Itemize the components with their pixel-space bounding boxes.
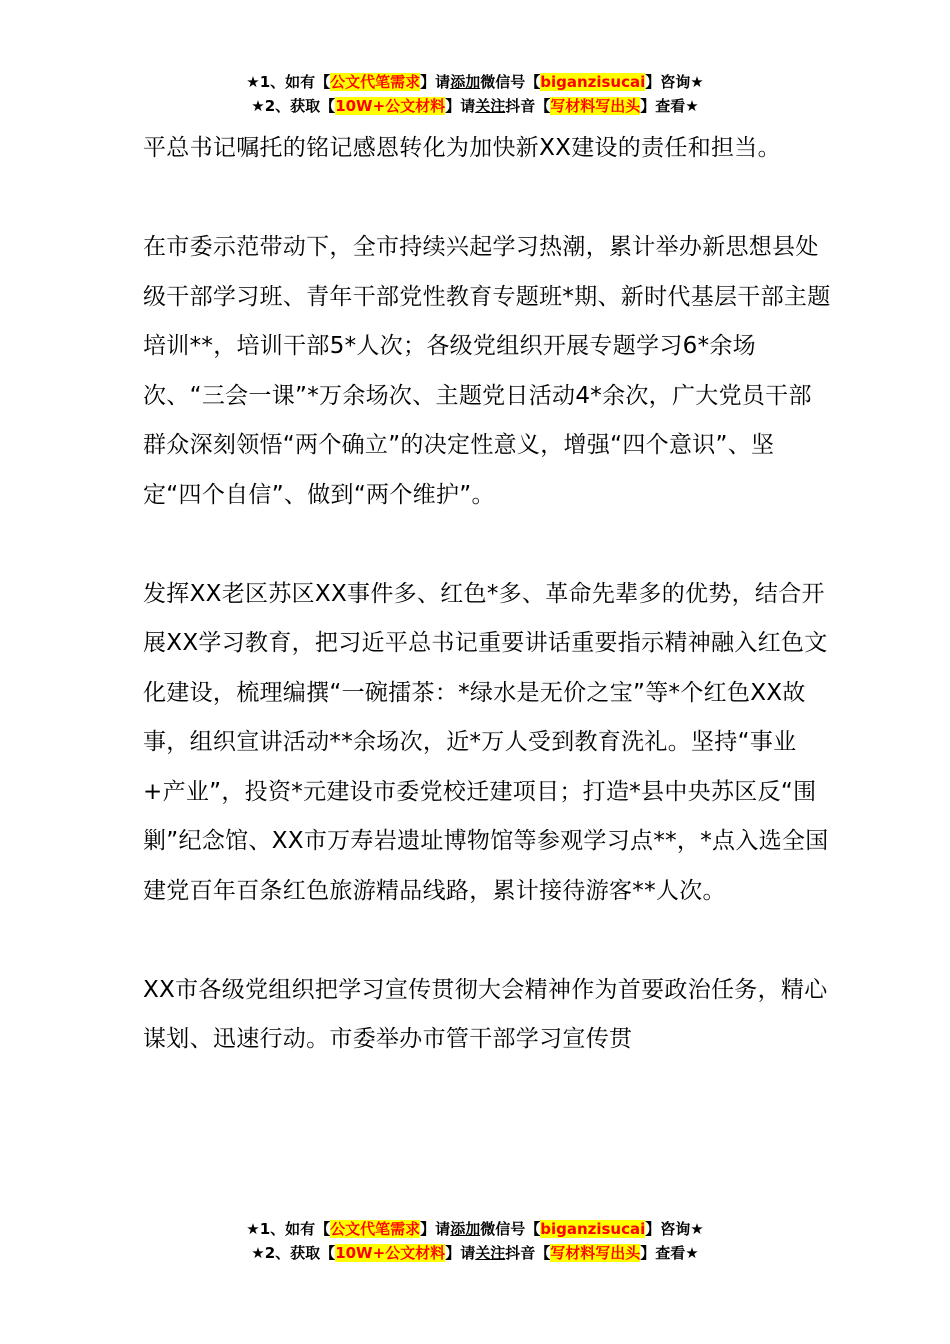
banner-highlight: 写材料写出头 xyxy=(550,97,641,115)
banner-underlined-text: 添加 xyxy=(450,1220,481,1238)
banner-highlight: 公文代笔需求 xyxy=(330,1220,421,1238)
banner-text: 】请 xyxy=(420,1220,451,1238)
banner-line-2 xyxy=(0,1241,950,1265)
banner-text: 微信号【 xyxy=(480,1220,541,1238)
banner-text: ★2、获取【 xyxy=(251,1244,336,1262)
banner-text: 】咨询★ xyxy=(645,1220,704,1238)
banner-line-1 xyxy=(0,70,950,94)
banner-highlight: 公文代笔需求 xyxy=(330,73,421,91)
banner-text: 微信号【 xyxy=(480,73,541,91)
banner-text: 】查看★ xyxy=(640,1244,699,1262)
banner-text: 】查看★ xyxy=(640,97,699,115)
footer-banner xyxy=(0,1217,950,1265)
document-body xyxy=(143,124,833,1065)
paragraph: 发挥XX老区苏区XX事件多、红色*多、革命先辈多的优势，结合开展XX学习教育，把习近平总书记重要讲话重要指示精神融入红色文化建设，梳理编撰“一碗擂茶：*绿水是无价之宝”等*个红色XX故事，组织宣讲活动**余场次，近*万人受到教育洗礼。坚持“事业+产业”，投资*元建设市委党校迁建项目；打造*县中央苏区反“围剿”纪念馆、XX市万寿岩遗址博物馆等参观学习点**，*点入选全国建党百年百条红色旅游精品线路，累计接待游客**人次。 xyxy=(143,580,829,904)
banner-text: 抖音【 xyxy=(505,1244,551,1262)
banner-underlined-text: 关注 xyxy=(475,1244,506,1262)
banner-line-2 xyxy=(0,94,950,118)
banner-highlight: 写材料写出头 xyxy=(550,1244,641,1262)
banner-text: ★1、如有【 xyxy=(246,1220,331,1238)
banner-text: 】请 xyxy=(445,97,476,115)
banner-text: 】请 xyxy=(445,1244,476,1262)
banner-text: 】请 xyxy=(420,73,451,91)
paragraph: 平总书记嘱托的铭记感恩转化为加快新XX建设的责任和担当。 xyxy=(143,135,781,161)
banner-line-1 xyxy=(0,1217,950,1241)
paragraph: 在市委示范带动下，全市持续兴起学习热潮，累计举办新思想县处级干部学习班、青年干部党性教育专题班*期、新时代基层干部主题培训**，培训干部5*人次；各级党组织开展专题学习6*余场次、“三会一课”*万余场次、主题党日活动4*余次，广大党员干部群众深刻领悟“两个确立”的决定性意义，增强“四个意识”、坚定“四个自信”、做到“两个维护”。 xyxy=(143,234,831,508)
banner-highlight: 10W+公文材料 xyxy=(335,1244,446,1262)
banner-highlight: biganzisucai xyxy=(540,73,646,91)
banner-text: ★1、如有【 xyxy=(246,73,331,91)
banner-text: 抖音【 xyxy=(505,97,551,115)
banner-highlight: biganzisucai xyxy=(540,1220,646,1238)
header-banner xyxy=(0,70,950,118)
banner-underlined-text: 添加 xyxy=(450,73,481,91)
banner-text: ★2、获取【 xyxy=(251,97,336,115)
paragraph: XX市各级党组织把学习宣传贯彻大会精神作为首要政治任务，精心谋划、迅速行动。市委举办市管干部学习宣传贯 xyxy=(143,976,828,1052)
banner-highlight: 10W+公文材料 xyxy=(335,97,446,115)
banner-underlined-text: 关注 xyxy=(475,97,506,115)
banner-text: 】咨询★ xyxy=(645,73,704,91)
